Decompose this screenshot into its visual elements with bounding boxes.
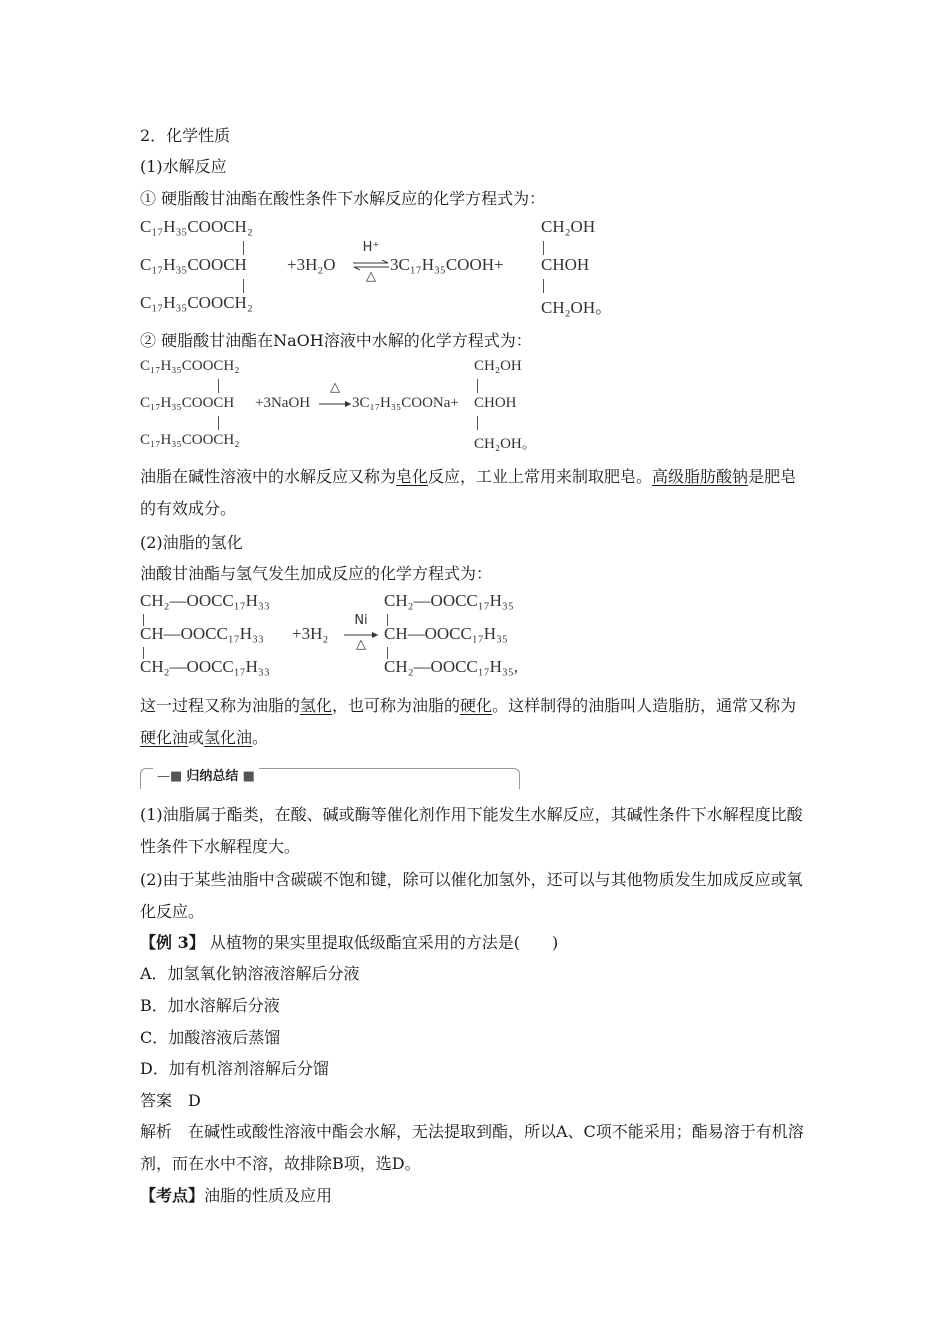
answer-blank: 高级脂肪酸钠 [652,467,749,486]
text: 油脂在碱性溶液中的水解反应又称为 [140,467,397,486]
heat-condition: △ [330,380,340,395]
bond-line [243,241,244,255]
acid-reagent: +3H₂O [287,255,336,274]
stearin-line-1: CH₂—OOCC₁₇H₃₅ [384,591,514,610]
forward-arrow [343,613,379,653]
question-text: 从植物的果实里提取低级酯宜采用的方法是( ) [204,933,559,952]
option-d: D．加有机溶剂溶解后分馏 [140,1059,329,1078]
kaodian-label: 【考点】 [140,1186,205,1205]
text: 这一过程又称为油脂的 [140,696,301,715]
heat-condition: △ [366,269,376,284]
saponification-paragraph [140,461,812,525]
reversible-arrow [352,240,390,286]
bond-line [477,379,478,393]
base-hydrolysis-intro: ② 硬脂酸甘油酯在NaOH溶液中水解的化学方程式为： [140,331,532,350]
bond-line [543,241,544,255]
glycerol-line-1: CH₂OH [541,217,596,236]
stearin-line-3: CH₂—OOCC₁₇H₃₅, [384,657,519,676]
text: 是肥皂的有效成分。 [140,467,797,518]
acid-left-3: C₁₇H₃₅COOCH₂ [140,293,253,312]
example-question [140,932,558,954]
answer-blank: 硬化 [460,696,493,715]
bond-line [218,416,219,430]
summary-point-1: (1)油脂属于酯类，在酸、碱或酶等催化剂作用下能发生水解反应，其碱性条件下水解程度比酸性条件下水解程度大。 [140,805,803,856]
base-left-2: C₁₇H₃₅COOCH [140,395,235,411]
subsection-hydrolysis: (1)水解反应 [140,157,227,176]
text: 。 [252,728,269,747]
option-c: C．加酸溶液后蒸馏 [140,1028,281,1047]
kaodian-text: 油脂的性质及应用 [204,1186,333,1205]
option-a: A．加氢氧化钠溶液溶解后分液 [140,964,360,983]
subsection-hydrogenation: (2)油脂的氢化 [140,533,243,552]
bond-line [543,279,544,293]
answer-blank: 皂化 [396,467,429,486]
forward-arrow [318,380,352,410]
answer-blank: 硬化油 [140,728,189,747]
summary-title-text: 归纳总结 [186,769,239,784]
base-reagent: +3NaOH [255,395,311,411]
glycerol-line-1: CH₂OH [474,358,522,374]
example-label: 【例 3】 [140,933,205,952]
hydro-reagent: +3H₂ [292,624,329,643]
section-heading: 2．化学性质 [140,126,231,145]
glycerol-line-2: CHOH [474,395,517,411]
hydrogenation-intro: 油酸甘油酯与氢气发生加成反应的化学方程式为： [140,564,493,583]
text: 反应，工业上常用来制取肥皂。 [428,467,653,486]
acid-product: 3C₁₇H₃₅COOH+ [390,255,504,274]
glycerol-line-3: CH₂OH。 [541,298,613,317]
catalyst-label: Ni [354,613,368,628]
kaodian [140,1185,332,1207]
option-b: B．加水溶解后分液 [140,996,280,1015]
analysis: 解析 在碱性或酸性溶液中酯会水解，无法提取到酯，所以A、C项不能采用；酯易溶于有机溶剂，而在水中不溶，故排除B项，选D。 [140,1122,804,1173]
text: 。这样制得的油脂叫人造脂肪，通常又称为 [492,696,797,715]
acid-left-1: C₁₇H₃₅COOCH₂ [140,217,253,236]
glycerol-line-3: CH₂OH。 [474,436,537,452]
text: ，也可称为油脂的 [332,696,461,715]
base-product: 3C₁₇H₃₅COONa+ [352,395,459,411]
summary-point-2: (2)由于某些油脂中含碳碳不饱和键，除可以催化加氢外，还可以与其他物质发生加成反应或氧化反应。 [140,870,803,921]
olein-line-3: CH₂—OOCC₁₇H₃₃ [140,657,270,676]
stearin-line-2: CH—OOCC₁₇H₃₅ [384,624,508,643]
olein-line-1: CH₂—OOCC₁₇H₃₃ [140,591,270,610]
right-arrow-icon [318,400,352,408]
heat-condition: △ [356,637,366,652]
answer-blank: 氢化油 [204,728,253,747]
bond-line [218,379,219,393]
answer: 答案 D [140,1091,201,1110]
bond-line [243,279,244,293]
summary-title [153,765,259,784]
dash-icon: ■ [238,769,255,784]
hydrogenation-paragraph [140,690,812,754]
answer-blank: 氢化 [300,696,333,715]
glycerol-line-2: CHOH [541,255,590,274]
bond-line [477,416,478,430]
acid-left-2: C₁₇H₃₅COOCH [140,255,247,274]
base-left-1: C₁₇H₃₅COOCH₂ [140,358,240,374]
text: 或 [188,728,205,747]
olein-line-2: CH—OOCC₁₇H₃₃ [140,624,264,643]
base-left-3: C₁₇H₃₅COOCH₂ [140,432,240,448]
dash-icon: —■ [157,769,187,784]
catalyst-label: H⁺ [362,240,380,255]
acid-hydrolysis-intro: ① 硬脂酸甘油酯在酸性条件下水解反应的化学方程式为： [140,189,546,208]
